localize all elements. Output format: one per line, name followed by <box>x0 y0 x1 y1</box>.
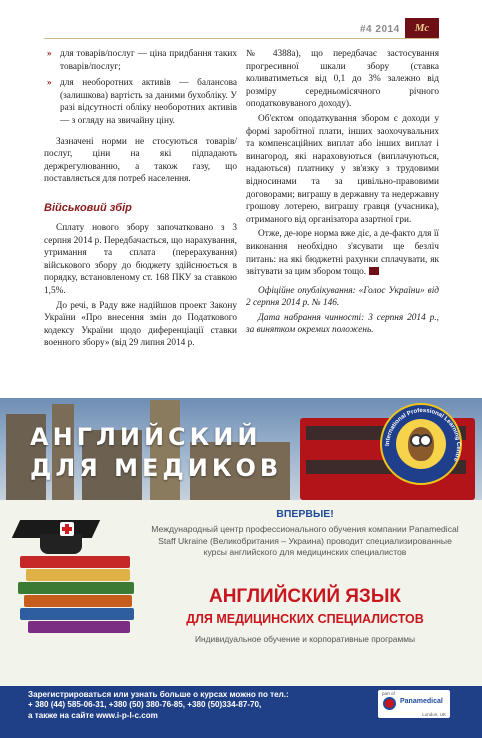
medical-cross-icon <box>60 522 74 536</box>
paragraph: Об'єктом оподаткування збором є доходи у формі заробітної плати, інших заохочувальних та компенсаційних виплат або інших виплат і винагород, які нараховуються (виплачуються, надаються) платнику у зв'язку з трудовими відносинами та за цивільно-правовими договорами; виграшу в державну та недержавну грошову лотерею, виграшу гравця (учасника), отриманого від організатора азартної гри. <box>246 113 439 225</box>
phone-numbers: + 380 (44) 585-06-31, +380 (50) 380-76-85, +380 (50)334-87-70, <box>28 700 262 710</box>
promo-description: Международный центр профессионального обучения компании Panamedical Staff Ukraine (Великобритания – Украина) проводит специализированные курсы английского для медицинских специалистов <box>151 524 459 557</box>
website-line: а также на сайте www.i-p-l-c.com <box>28 710 158 720</box>
bullet-item: » для товарів/послуг — ціна придбання таких товарів/послуг; <box>44 48 237 73</box>
advertisement <box>0 398 482 738</box>
official-publication: Офіційне опублікування: «Голос України» від 2 серпня 2014 р. № 146. <box>246 285 439 309</box>
promo-small-line: Индивидуальное обучение и корпоративные программы <box>194 634 415 644</box>
promo-first-label: ВПЕРВЫЕ! <box>276 508 334 520</box>
hero-line-1: АНГЛИЙСКИЙ <box>30 423 262 451</box>
book-illustration <box>24 595 132 607</box>
graduation-cap-base <box>40 534 82 554</box>
paragraph-with-endmark <box>246 228 439 278</box>
issue-number: #4 2014 <box>360 24 400 35</box>
book-illustration <box>18 582 134 594</box>
effective-date: Дата набрання чинності: 3 серпня 2014 р., за винятком окремих положень. <box>246 312 439 336</box>
badge-text: International Professional Learning Centre <box>384 407 462 463</box>
partner-location: London, UK <box>422 712 446 717</box>
globe-icon <box>383 697 396 710</box>
svg-text:International Professional Lea <box>385 408 461 463</box>
book-illustration <box>20 556 130 568</box>
left-column <box>44 48 237 352</box>
contact-line: Зарегистрироваться или узнать больше о курсах можно по тел.: <box>28 690 289 699</box>
book-illustration <box>20 608 134 620</box>
paragraph: Сплату нового збору започатковано з 3 серпня 2014 р. Передбачається, що нарахування, утримання та сплата (перерахування) військового збору до бюджету здійснюється в порядку, встановленому ст. 168 ПКУ за ставкою 1,5%. <box>44 222 237 296</box>
partner-name: Panamedical <box>400 698 443 705</box>
paragraph-text: Отже, де-юре норма вже діє, а де-факто для її виконання необхідно з'ясувати ще безліч питань: на які бюджетні рахунки сплачувати, як звітувати за цим збором тощо. <box>246 229 439 278</box>
magazine-logo <box>405 18 439 38</box>
header-divider <box>44 38 439 39</box>
section-heading: Військовий збір <box>44 201 132 214</box>
paragraph: До речі, в Раду вже надійшов проект Закону України «Про внесення змін до Податкового кодексу України щодо диференціації ставки военного збору» (від 29 липня 2014 р. <box>44 300 237 349</box>
ad-hero-banner <box>0 398 482 500</box>
hero-line-2: ДЛЯ МЕДИКОВ <box>30 454 283 482</box>
ad-promo-section <box>0 500 482 686</box>
bullet-item: » для необоротних активів — балансова (залишкова) вартість за даними бухобліку. У разі відсутності обліку необоротних активів — з огляду на звичайну ціну. <box>44 77 237 127</box>
book-illustration <box>28 621 130 633</box>
end-of-article-mark <box>369 267 379 275</box>
magazine-logo-text: Мс <box>414 22 430 34</box>
contact-info <box>28 690 348 721</box>
panamedical-logo <box>378 690 450 718</box>
partner-top-text: part of <box>382 691 395 696</box>
paragraph: № 4388а), що передбачає застосування прогресивної шкали збору (ставка коливатиметься від 0,1 до 3% залежно від розміру середньомісячного річного оподатковуваного доходу). <box>246 49 439 110</box>
book-illustration <box>26 569 130 581</box>
paragraph: Зазначені норми не стосуються товарів/послуг, ціни на які підпадають держрегулюванню, а також газу, що поставляється для потреб населення. <box>44 136 237 185</box>
badge-ring-text <box>382 405 464 487</box>
ad-hero-title <box>30 422 282 484</box>
promo-big-title: АНГЛИЙСКИЙ ЯЗЫК <box>208 586 402 607</box>
ad-footer <box>0 686 482 738</box>
promo-sub-title: ДЛЯ МЕДИЦИНСКИХ СПЕЦИАЛИСТОВ <box>186 612 424 626</box>
right-column <box>246 48 439 339</box>
iplc-badge <box>380 403 462 485</box>
